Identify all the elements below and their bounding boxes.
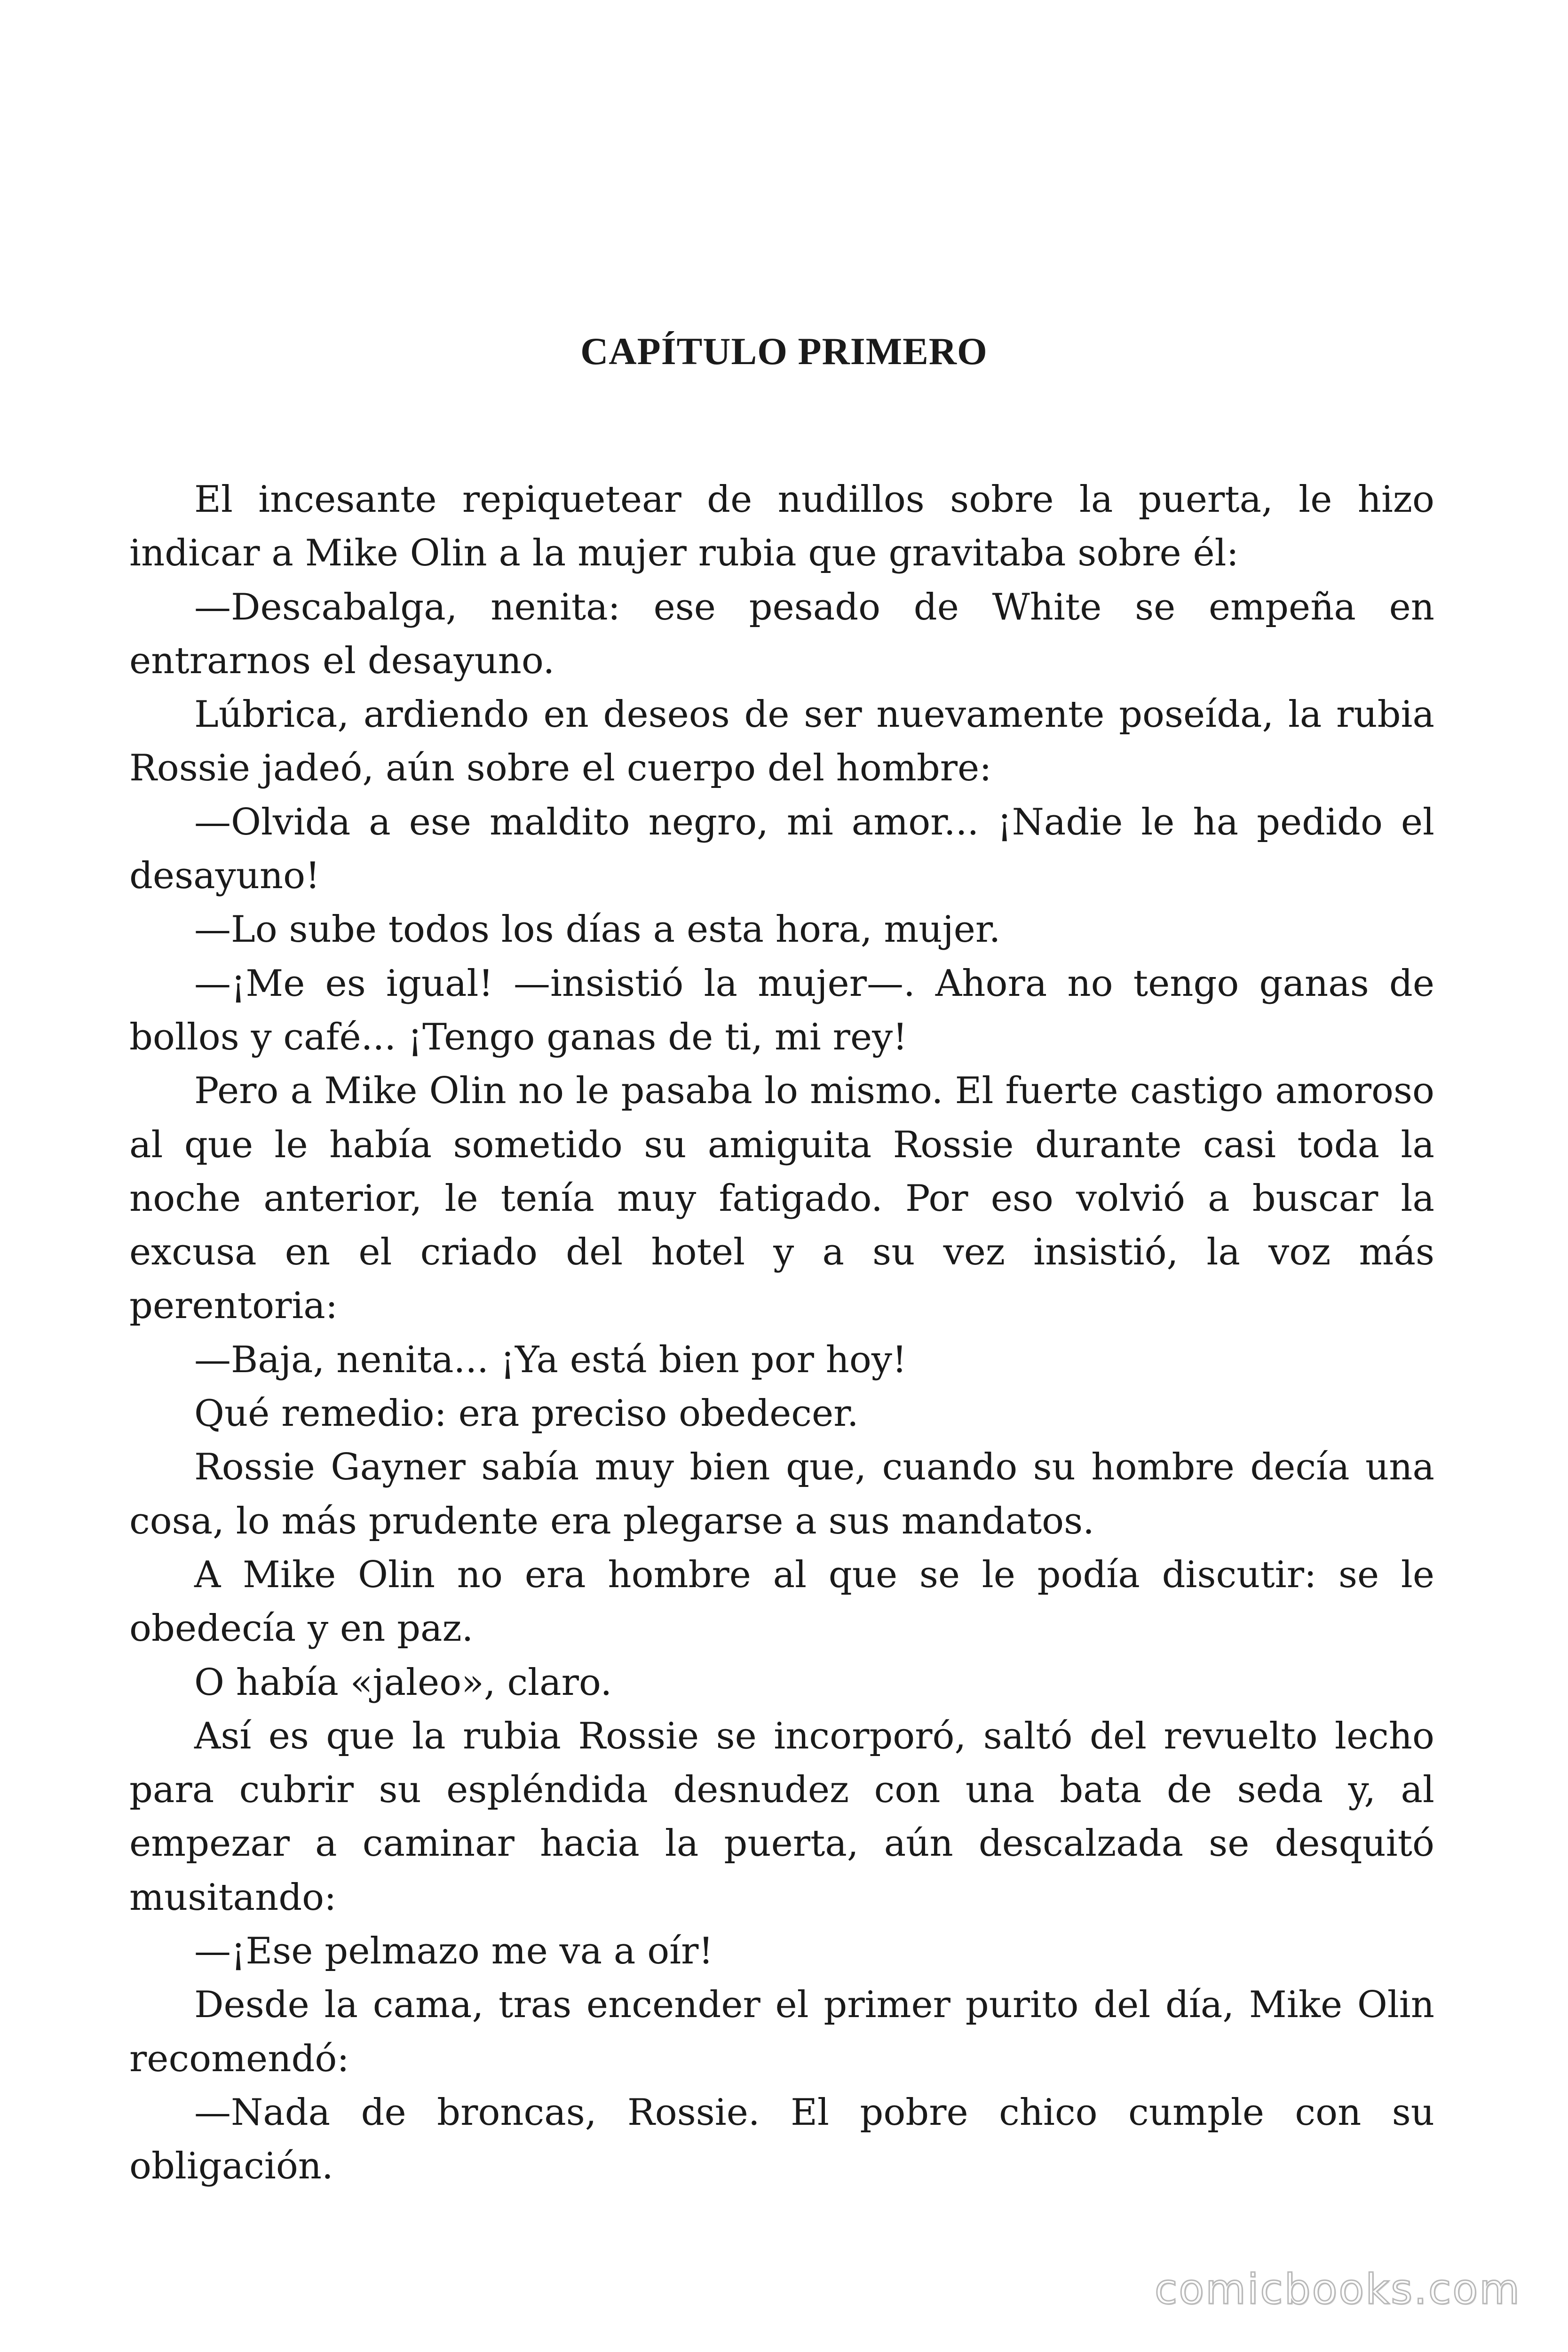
paragraph: —Baja, nenita... ¡Ya está bien por hoy! xyxy=(194,1338,907,1381)
paragraph: —¡Me es igual! —insistió la mujer—. Ahora no tengo ganas de bollos y café... ¡Tengo ganas de ti, mi rey! xyxy=(129,962,1434,1058)
paragraph: A Mike Olin no era hombre al que se le podía discutir: se le obedecía y en paz. xyxy=(129,1553,1434,1650)
paragraph: Desde la cama, tras encender el primer purito del día, Mike Olin recomendó: xyxy=(129,1984,1434,2080)
paragraph: —Descabalga, nenita: ese pesado de White se empeña en entrarnos el desayuno. xyxy=(129,586,1434,682)
chapter-title: CAPÍTULO PRIMERO xyxy=(580,330,988,373)
paragraph: —¡Ese pelmazo me va a oír! xyxy=(194,1930,713,1973)
paragraph: Rossie Gayner sabía muy bien que, cuando su hombre decía una cosa, lo más prudente era plegarse a sus mandatos. xyxy=(129,1446,1434,1542)
paragraph: Pero a Mike Olin no le pasaba lo mismo. El fuerte castigo amoroso al que le había sometido su amiguita Rossie durante casi toda la noche anterior, le tenía muy fatigado. Por eso volvió a buscar la excusa en el criado del hotel y a su vez insistió, la voz más perentoria: xyxy=(129,1070,1434,1327)
paragraph: —Lo sube todos los días a esta hora, mujer. xyxy=(194,908,1001,951)
paragraph: Así es que la rubia Rossie se incorporó, saltó del revuelto lecho para cubrir su espléndida desnudez con una bata de seda y, al empezar a caminar hacia la puerta, aún descalzada se desquitó musitando: xyxy=(129,1715,1434,1919)
watermark: comicbooks.com xyxy=(1154,2265,1521,2313)
text-body xyxy=(129,473,1434,2193)
paragraph: O había «jaleo», claro. xyxy=(194,1661,612,1704)
paragraph: Lúbrica, ardiendo en deseos de ser nuevamente poseída, la rubia Rossie jadeó, aún sobre el cuerpo del hombre: xyxy=(129,693,1434,790)
paragraph: Qué remedio: era preciso obedecer. xyxy=(194,1392,859,1435)
paragraph: —Nada de broncas, Rossie. El pobre chico cumple con su obligación. xyxy=(129,2091,1434,2188)
paragraph: —Olvida a ese maldito negro, mi amor... ¡Nadie le ha pedido el desayuno! xyxy=(129,801,1434,898)
paragraph: El incesante repiquetear de nudillos sobre la puerta, le hizo indicar a Mike Olin a la mujer rubia que gravitaba sobre él: xyxy=(129,478,1434,575)
